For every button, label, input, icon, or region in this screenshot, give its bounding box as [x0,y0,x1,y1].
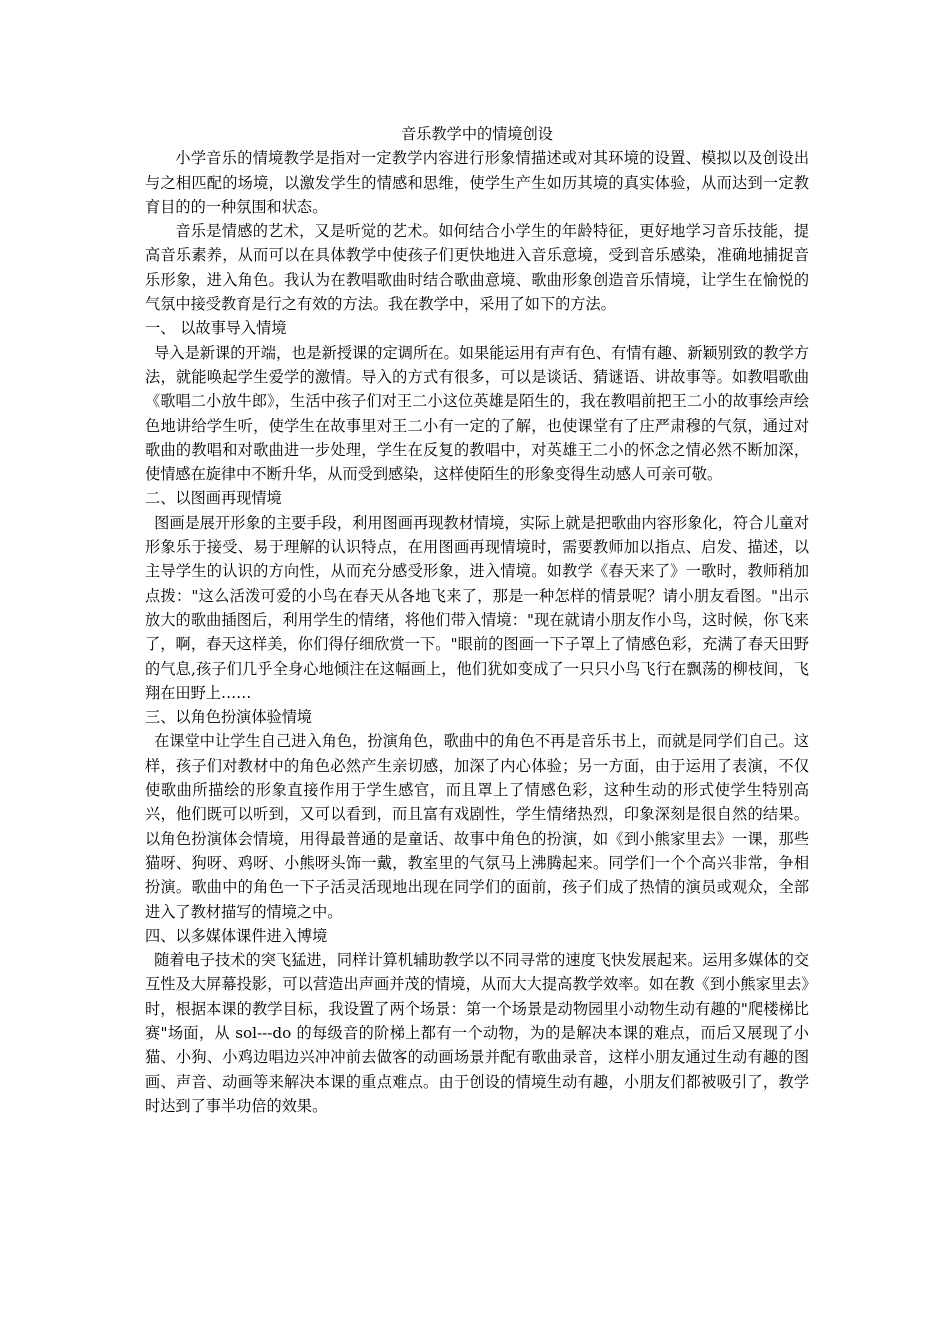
section-body-2: 图画是展开形象的主要手段，利用图画再现教材情境，实际上就是把歌曲内容形象化，符合儿童对形象乐于接受、易于理解的认识特点，在用图画再现情境时，需要教师加以指点、启发、描述，以主导学生的认识的方向性，从而充分感受形象，进入情境。如教学《春天来了》一歌时，教师稍加点拨："这么活泼可爱的小鸟在春天从各地飞来了，那是一种怎样的情景呢？请小朋友看图。"出示放大的歌曲插图后，利用学生的情绪，将他们带入情境："现在就请小朋友作小鸟，这时候，你飞来了，啊，春天这样美，你们得仔细欣赏一下。"眼前的图画一下子罩上了情感色彩，充满了春天田野的气息,孩子们几乎全身心地倾注在这幅画上，他们犹如变成了一只只小鸟飞行在飘荡的柳枝间，飞翔在田野上…… [145,513,809,702]
section-body-4: 随着电子技术的突飞猛进，同样计算机辅助教学以不同寻常的速度飞快发展起来。运用多媒体的交互性及大屏幕投影，可以营造出声画并茂的情境，从而大大提高教学效率。如在教《到小熊家里去》时，根据本课的教学目标，我设置了两个场景：第一个场景是动物园里小动物生动有趣的"爬楼梯比赛"场面，从 sol---do 的每级音的阶梯上都有一个动物，为的是解决本课的难点，而后又展现了小猫、小狗、小鸡边唱边兴冲冲前去做客的动画场景并配有歌曲录音，这样小朋友通过生动有趣的图画、声音、动画等来解决本课的重点难点。由于创设的情境生动有趣，小朋友们都被吸引了，教学时达到了事半功倍的效果。 [145,951,809,1115]
section-heading-4: 四、以多媒体课件进入博境 [145,926,328,945]
section-body-3: 在课堂中让学生自己进入角色，扮演角色，歌曲中的角色不再是音乐书上，而就是同学们自己。这样，孩子们对教材中的角色必然产生亲切感，加深了内心体验；另一方面，由于运用了表演，不仅使歌曲所描绘的形象直接作用于学生感官，而且罩上了情感色彩，这种生动的形式使学生特别高兴，他们既可以听到，又可以看到，而且富有戏剧性，学生情绪热烈，印象深刻是很自然的结果。以角色扮演体会情境，用得最普通的是童话、故事中角色的扮演，如《到小熊家里去》一课，那些猫呀、狗呀、鸡呀、小熊呀头饰一戴，教室里的气氛马上沸腾起来。同学们一个个高兴非常，争相扮演。歌曲中的角色一下子活灵活现地出现在同学们的面前，孩子们成了热情的演员或观众，全部进入了教材描写的情境之中。 [145,732,809,921]
intro-paragraph-2: 音乐是情感的艺术，又是听觉的艺术。如何结合小学生的年龄特征，更好地学习音乐技能，提高音乐素养，从而可以在具体教学中使孩子们更快地进入音乐意境，受到音乐感染，准确地捕捉音乐形象，进入角色。我认为在教唱歌曲时结合歌曲意境、歌曲形象创造音乐情境，让学生在愉悦的气氛中接受教育是行之有效的方法。我在教学中，采用了如下的方法。 [145,222,809,314]
intro-paragraph-1: 小学音乐的情境教学是指对一定教学内容进行形象情描述或对其环境的设置、模拟以及创设出与之相匹配的场境，以激发学生的情感和思维，使学生产生如历其境的真实体验，从而达到一定教育目的的一种氛围和状态。 [145,149,809,216]
section-body-1: 导入是新课的开端，也是新授课的定调所在。如果能运用有声有色、有情有趣、新颖别致的教学方法，就能唤起学生爱学的激情。导入的方式有很多，可以是谈话、猜谜语、讲故事等。如教唱歌曲《歌唱二小放牛郎》，生活中孩子们对王二小这位英雄是陌生的，我在教唱前把王二小的故事绘声绘色地讲给学生听，使学生在故事里对王二小有一定的了解，也使课堂有了庄严肃穆的气氛，通过对歌曲的教唱和对歌曲进一步处理，学生在反复的教唱中，对英雄王二小的怀念之情必然不断加深，使情感在旋律中不断升华，从而受到感染，这样使陌生的形象变得生动感人可亲可敬。 [145,343,809,484]
section-heading-1: 一、 以故事导入情境 [145,319,287,338]
section-heading-2: 二、以图画再现情境 [145,489,282,508]
section-heading-3: 三、以角色扮演体验情境 [145,708,313,727]
document-page [145,122,809,1118]
document-title: 音乐教学中的情境创设 [401,125,553,143]
